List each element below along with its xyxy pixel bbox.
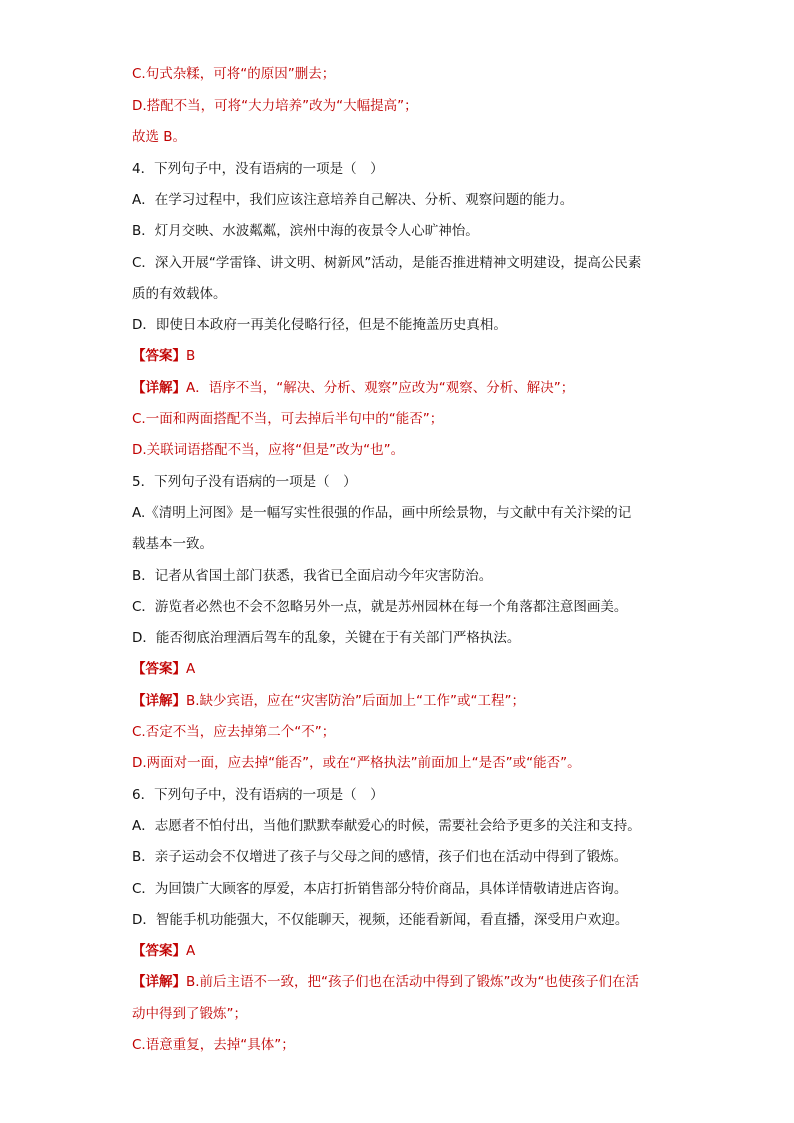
explanation-tag: 【详解】 [132, 693, 186, 709]
explanation-line: D.搭配不当，可将“大力培养”改为“大幅提高”； [132, 98, 418, 114]
explanation-tag: 【详解】 [132, 974, 186, 990]
explanation-line: 【详解】B.前后主语不一致，把“孩子们也在活动中得到了锻炼”改为“也使孩子们在活 [132, 974, 640, 990]
answer-tag: 【答案】 [132, 348, 186, 364]
option-a: A．志愿者不怕付出，当他们默默奉献爱心的时候，需要社会给予更多的关注和支持。 [132, 818, 641, 834]
answer-tag: 【答案】 [132, 943, 186, 959]
explanation-line: 故选 B。 [132, 129, 187, 145]
answer-tag: 【答案】 [132, 661, 186, 677]
option-a: A．在学习过程中，我们应该注意培养自己解决、分析、观察问题的能力。 [132, 192, 574, 208]
explanation-line: 【详解】A．语序不当，“解决、分析、观察”应改为“观察、分析、解决”； [132, 380, 575, 396]
explanation-line: C.语意重复，去掉“具体”； [132, 1037, 295, 1053]
option-b: B．亲子运动会不仅增进了孩子与父母之间的感情，孩子们也在活动中得到了锻炼。 [132, 849, 628, 865]
answer-line: 【答案】B [132, 348, 196, 364]
answer-line: 【答案】A [132, 661, 196, 677]
option-a-continued: 载基本一致。 [132, 536, 213, 552]
option-c-continued: 质的有效载体。 [132, 286, 227, 302]
explanation-line: 【详解】B.缺少宾语，应在“灾害防治”后面加上“工作”或“工程”； [132, 693, 526, 709]
option-c: C．游览者必然也不会不忽略另外一点，就是苏州园林在每一个角落都注意图画美。 [132, 599, 628, 615]
explanation-line: D.两面对一面，应去掉“能否”，或在“严格执法”前面加上“是否”或“能否”。 [132, 755, 581, 771]
question-stem: 6．下列句子中，没有语病的一项是（ ） [132, 787, 384, 803]
answer-line: 【答案】A [132, 943, 196, 959]
question-stem: 4．下列句子中，没有语病的一项是（ ） [132, 161, 384, 177]
explanation-line: C.句式杂糅，可将“的原因”删去； [132, 66, 336, 82]
option-d: D．即使日本政府一再美化侵略行径，但是不能掩盖历史真相。 [132, 317, 507, 333]
option-a: A.《清明上河图》是一幅写实性很强的作品，画中所绘景物，与文献中有关汴梁的记 [132, 505, 632, 521]
explanation-tag: 【详解】 [132, 380, 186, 396]
explanation-line: C.否定不当，应去掉第二个“不”； [132, 724, 336, 740]
explanation-line: C.一面和两面搭配不当，可去掉后半句中的“能否”； [132, 411, 444, 427]
option-b: B．灯月交映、水波粼粼，滨州中海的夜景令人心旷神怡。 [132, 223, 479, 239]
option-c: C．深入开展“学雷锋、讲文明、树新风”活动，是能否推进精神文明建设，提高公民素 [132, 255, 642, 271]
option-c: C．为回馈广大顾客的厚爱，本店打折销售部分特价商品，具体详情敬请进店咨询。 [132, 881, 628, 897]
option-b: B．记者从省国土部门获悉，我省已全面启动今年灾害防治。 [132, 568, 493, 584]
option-d: D．能否彻底治理酒后驾车的乱象，关键在于有关部门严格执法。 [132, 630, 521, 646]
option-d: D．智能手机功能强大，不仅能聊天，视频，还能看新闻，看直播，深受用户欢迎。 [132, 912, 629, 928]
question-stem: 5．下列句子没有语病的一项是（ ） [132, 474, 357, 490]
explanation-line: D.关联词语搭配不当，应将“但是”改为“也”。 [132, 442, 405, 458]
explanation-line: 动中得到了锻炼”； [132, 1006, 247, 1022]
